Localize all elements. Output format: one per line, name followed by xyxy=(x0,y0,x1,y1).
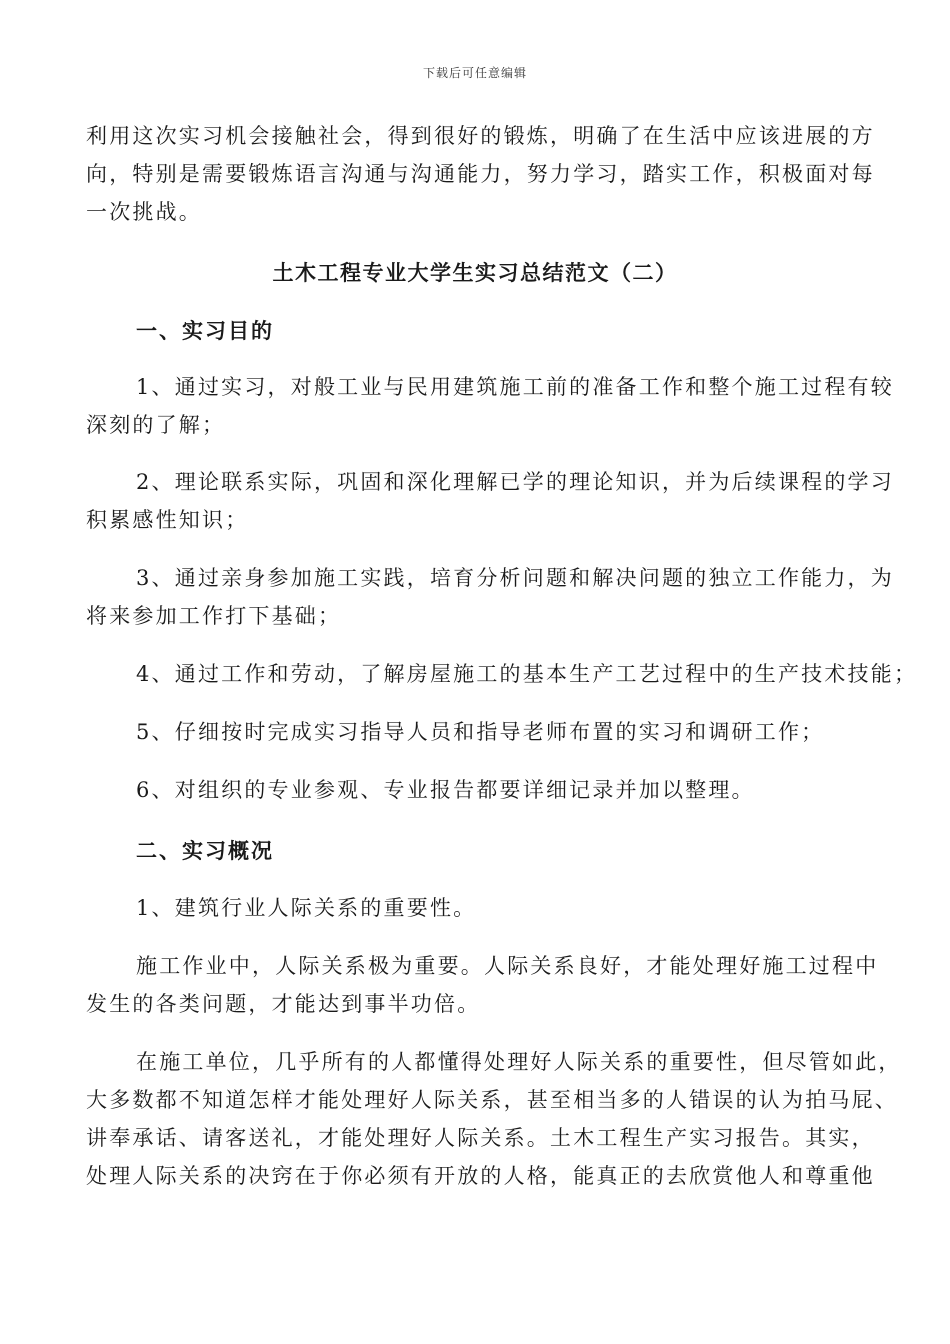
objective-3-line-1: 3、通过亲身参加施工实践，培育分析问题和解决问题的独立工作能力，为 xyxy=(136,566,894,590)
paragraph-2-line-1: 在施工单位，几乎所有的人都懂得处理好人际关系的重要性，但尽管如此， xyxy=(136,1050,902,1074)
paragraph-2-line-4: 处理人际关系的决窍在于你必须有开放的人格，能真正的去欣赏他人和尊重他 xyxy=(86,1164,875,1188)
objective-3-line-2: 将来参加工作打下基础； xyxy=(86,604,342,628)
objective-6: 6、对组织的专业参观、专业报告都要详细记录并加以整理。 xyxy=(136,778,755,802)
paragraph-1-line-2: 发生的各类问题，才能达到事半功倍。 xyxy=(86,992,481,1016)
objective-1-line-1: 1、通过实习，对般工业与民用建筑施工前的准备工作和整个施工过程有较 xyxy=(136,375,894,399)
objective-4: 4、通过工作和劳动，了解房屋施工的基本生产工艺过程中的生产技术技能； xyxy=(136,662,918,686)
header-note: 下载后可任意编辑 xyxy=(422,66,527,80)
overview-subheading-1: 1、建筑行业人际关系的重要性。 xyxy=(136,896,477,920)
section1-heading: 一、实习目的 xyxy=(136,318,274,343)
objective-1-line-2: 深刻的了解； xyxy=(86,413,226,437)
document-title: 土木工程专业大学生实习总结范文（二） xyxy=(272,260,678,285)
intro-line-2: 向，特别是需要锻炼语言沟通与沟通能力，努力学习，踏实工作，积极面对每 xyxy=(86,162,875,186)
paragraph-2-line-2: 大多数都不知道怎样才能处理好人际关系，甚至相当多的人错误的认为拍马屁、 xyxy=(86,1088,898,1112)
objective-2-line-1: 2、理论联系实际，巩固和深化理解已学的理论知识，并为后续课程的学习 xyxy=(136,470,894,494)
section2-heading: 二、实习概况 xyxy=(136,838,274,863)
objective-2-line-2: 积累感性知识； xyxy=(86,508,249,532)
intro-line-3: 一次挑战。 xyxy=(86,200,202,224)
intro-line-1: 利用这次实习机会接触社会，得到很好的锻炼，明确了在生活中应该进展的方 xyxy=(86,124,875,148)
paragraph-2-line-3: 讲奉承话、请客送礼，才能处理好人际关系。土木工程生产实习报告。其实， xyxy=(86,1126,875,1150)
objective-5: 5、仔细按时完成实习指导人员和指导老师布置的实习和调研工作； xyxy=(136,720,825,744)
paragraph-1-line-1: 施工作业中，人际关系极为重要。人际关系良好，才能处理好施工过程中 xyxy=(136,954,879,978)
